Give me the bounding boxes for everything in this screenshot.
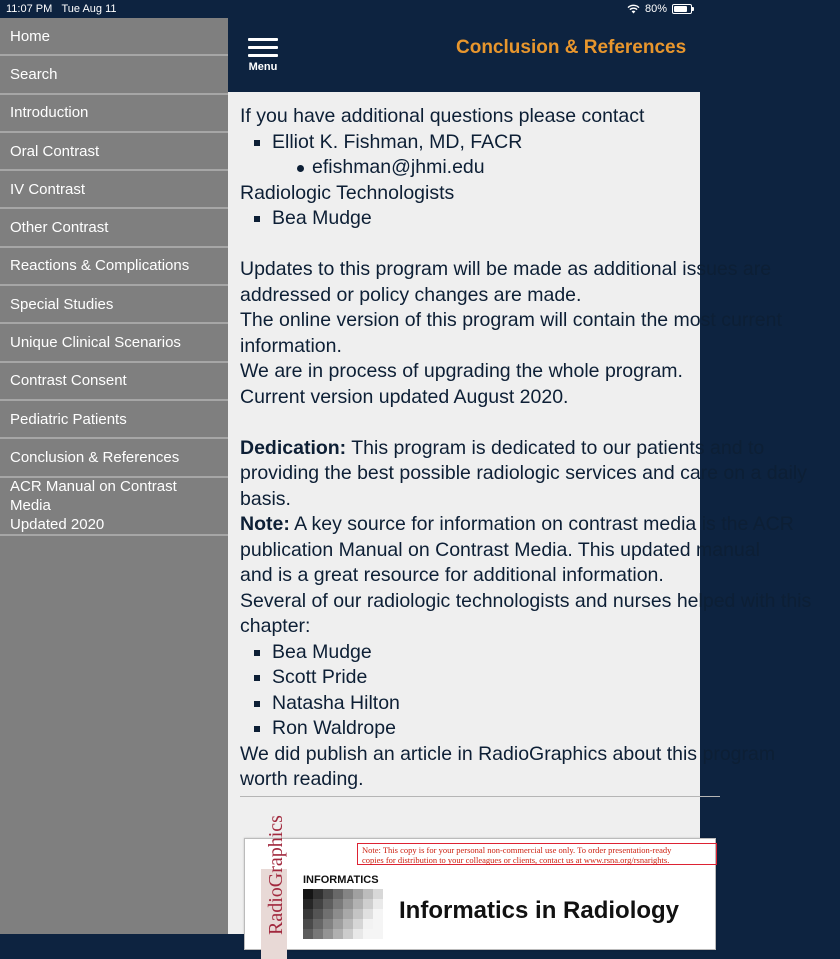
pixel-cell bbox=[373, 929, 383, 939]
sidebar-item-pediatric[interactable]: Pediatric Patients bbox=[0, 401, 228, 439]
content-pane bbox=[228, 92, 812, 935]
helper-item: Scott Pride bbox=[240, 665, 840, 691]
menu-label: Menu bbox=[248, 61, 278, 73]
online-line-1: The online version of this program will contain the most current bbox=[240, 309, 782, 331]
helper-item: Ron Waldrope bbox=[240, 716, 840, 742]
sidebar-item-conclusion[interactable]: Conclusion & References bbox=[0, 439, 228, 477]
sidebar-item-oral-contrast[interactable]: Oral Contrast bbox=[0, 133, 228, 171]
pixel-cell bbox=[313, 929, 323, 939]
pixel-cell bbox=[363, 919, 373, 929]
contact-name: Elliot K. Fishman, MD, FACR bbox=[240, 130, 840, 156]
pixel-cell bbox=[373, 909, 383, 919]
several-line-2: chapter: bbox=[240, 615, 311, 637]
pixel-cell bbox=[333, 909, 343, 919]
online-line-2: information. bbox=[240, 334, 342, 357]
updates-line-2: addressed or policy changes are made. bbox=[240, 283, 582, 306]
pixel-cell bbox=[343, 929, 353, 939]
sidebar-item-home[interactable]: Home bbox=[0, 18, 228, 56]
sidebar bbox=[0, 18, 228, 934]
article-line-1: We did publish an article in RadioGraphics about this program bbox=[240, 742, 776, 765]
article-line-2: worth reading. bbox=[240, 768, 364, 790]
updates-line-1: Updates to this program will be made as additional issues are bbox=[240, 258, 772, 280]
article-preview-image[interactable] bbox=[244, 815, 716, 950]
sidebar-item-acr-manual[interactable]: ACR Manual on Contrast Media Updated 2020 bbox=[0, 478, 228, 536]
pixel-cell bbox=[313, 919, 323, 929]
sidebar-item-introduction[interactable]: Introduction bbox=[0, 95, 228, 133]
wifi-icon bbox=[627, 4, 640, 14]
pixel-grid-graphic bbox=[303, 889, 383, 939]
journal-logo: RadioGraphics bbox=[265, 815, 287, 935]
sidebar-item-search[interactable]: Search bbox=[0, 56, 228, 94]
note-line-3: and is a great resource for additional information. bbox=[240, 564, 664, 586]
several-line-1: Several of our radiologic technologists and nurses helped with this bbox=[240, 589, 812, 612]
pixel-cell bbox=[343, 909, 353, 919]
sidebar-item-reactions[interactable]: Reactions & Complications bbox=[0, 248, 228, 286]
dedication-label: Dedication: bbox=[240, 436, 347, 459]
helper-item: Bea Mudge bbox=[240, 640, 840, 666]
status-right bbox=[627, 0, 692, 18]
pixel-cell bbox=[353, 889, 363, 899]
upgrading-line: We are in process of upgrading the whole program. bbox=[240, 360, 683, 382]
pixel-cell bbox=[313, 909, 323, 919]
pixel-cell bbox=[373, 889, 383, 899]
pixel-cell bbox=[303, 919, 313, 929]
sidebar-item-other-contrast[interactable]: Other Contrast bbox=[0, 209, 228, 247]
rt-name: Bea Mudge bbox=[240, 206, 840, 232]
status-date: Tue Aug 11 bbox=[61, 3, 117, 15]
pixel-cell bbox=[373, 899, 383, 909]
pixel-cell bbox=[343, 899, 353, 909]
menu-button[interactable] bbox=[246, 38, 280, 78]
pixel-cell bbox=[303, 889, 313, 899]
pixel-cell bbox=[363, 909, 373, 919]
page-title: Conclusion & References bbox=[456, 37, 687, 58]
divider bbox=[240, 796, 720, 797]
note-line-1: Note: A key source for information on contrast media is the ACR bbox=[240, 513, 794, 535]
rt-heading: Radiologic Technologists bbox=[240, 181, 455, 204]
pixel-cell bbox=[373, 919, 383, 929]
pixel-cell bbox=[323, 889, 333, 899]
pixel-cell bbox=[343, 889, 353, 899]
pixel-cell bbox=[353, 929, 363, 939]
pixel-cell bbox=[323, 909, 333, 919]
header bbox=[228, 18, 700, 92]
pixel-cell bbox=[333, 929, 343, 939]
hamburger-icon bbox=[248, 38, 278, 41]
status-bar bbox=[0, 0, 700, 18]
pixel-cell bbox=[333, 889, 343, 899]
pixel-cell bbox=[363, 899, 373, 909]
pixel-cell bbox=[303, 929, 313, 939]
battery-percent: 80% bbox=[644, 3, 667, 15]
sidebar-item-unique-scenarios[interactable]: Unique Clinical Scenarios bbox=[0, 324, 228, 362]
dedication-line-2: providing the best possible radiologic services and care on a daily bbox=[240, 462, 807, 484]
article-section: INFORMATICS bbox=[303, 874, 379, 886]
pixel-cell bbox=[363, 889, 373, 899]
contact-email[interactable]: efishman@jhmi.edu bbox=[240, 155, 840, 181]
pixel-cell bbox=[353, 919, 363, 929]
sidebar-item-contrast-consent[interactable]: Contrast Consent bbox=[0, 363, 228, 401]
note-label: Note: bbox=[240, 513, 290, 535]
helper-item: Natasha Hilton bbox=[240, 691, 840, 717]
current-version: Current version updated August 2020. bbox=[240, 385, 569, 408]
battery-icon bbox=[672, 4, 692, 14]
pixel-cell bbox=[313, 889, 323, 899]
pixel-cell bbox=[323, 919, 333, 929]
sidebar-item-iv-contrast[interactable]: IV Contrast bbox=[0, 171, 228, 209]
pixel-cell bbox=[323, 899, 333, 909]
pixel-cell bbox=[323, 929, 333, 939]
pixel-cell bbox=[303, 899, 313, 909]
status-time: 11:07 PM Tue Aug 11 bbox=[6, 3, 117, 15]
pixel-cell bbox=[363, 929, 373, 939]
pixel-cell bbox=[343, 919, 353, 929]
copyright-notice: Note: This copy is for your personal non-commercial use only. To order presentation-ready copies for distribution to your colleagues or clients, contact us at www.rsna.org/rsnarights. bbox=[357, 843, 717, 865]
pixel-cell bbox=[313, 899, 323, 909]
dedication-line-1: Dedication: This program is dedicated to our patients and to bbox=[240, 436, 765, 459]
dedication-line-3: basis. bbox=[240, 487, 291, 510]
pixel-cell bbox=[353, 899, 363, 909]
contact-intro: If you have additional questions please contact bbox=[240, 105, 645, 127]
pixel-cell bbox=[303, 909, 313, 919]
content-text bbox=[240, 104, 840, 793]
pixel-cell bbox=[353, 909, 363, 919]
pixel-cell bbox=[333, 899, 343, 909]
pixel-cell bbox=[333, 919, 343, 929]
sidebar-item-special-studies[interactable]: Special Studies bbox=[0, 286, 228, 324]
article-title: Informatics in Radiology bbox=[399, 897, 680, 924]
note-line-2: publication Manual on Contrast Media. This updated manual bbox=[240, 538, 760, 561]
